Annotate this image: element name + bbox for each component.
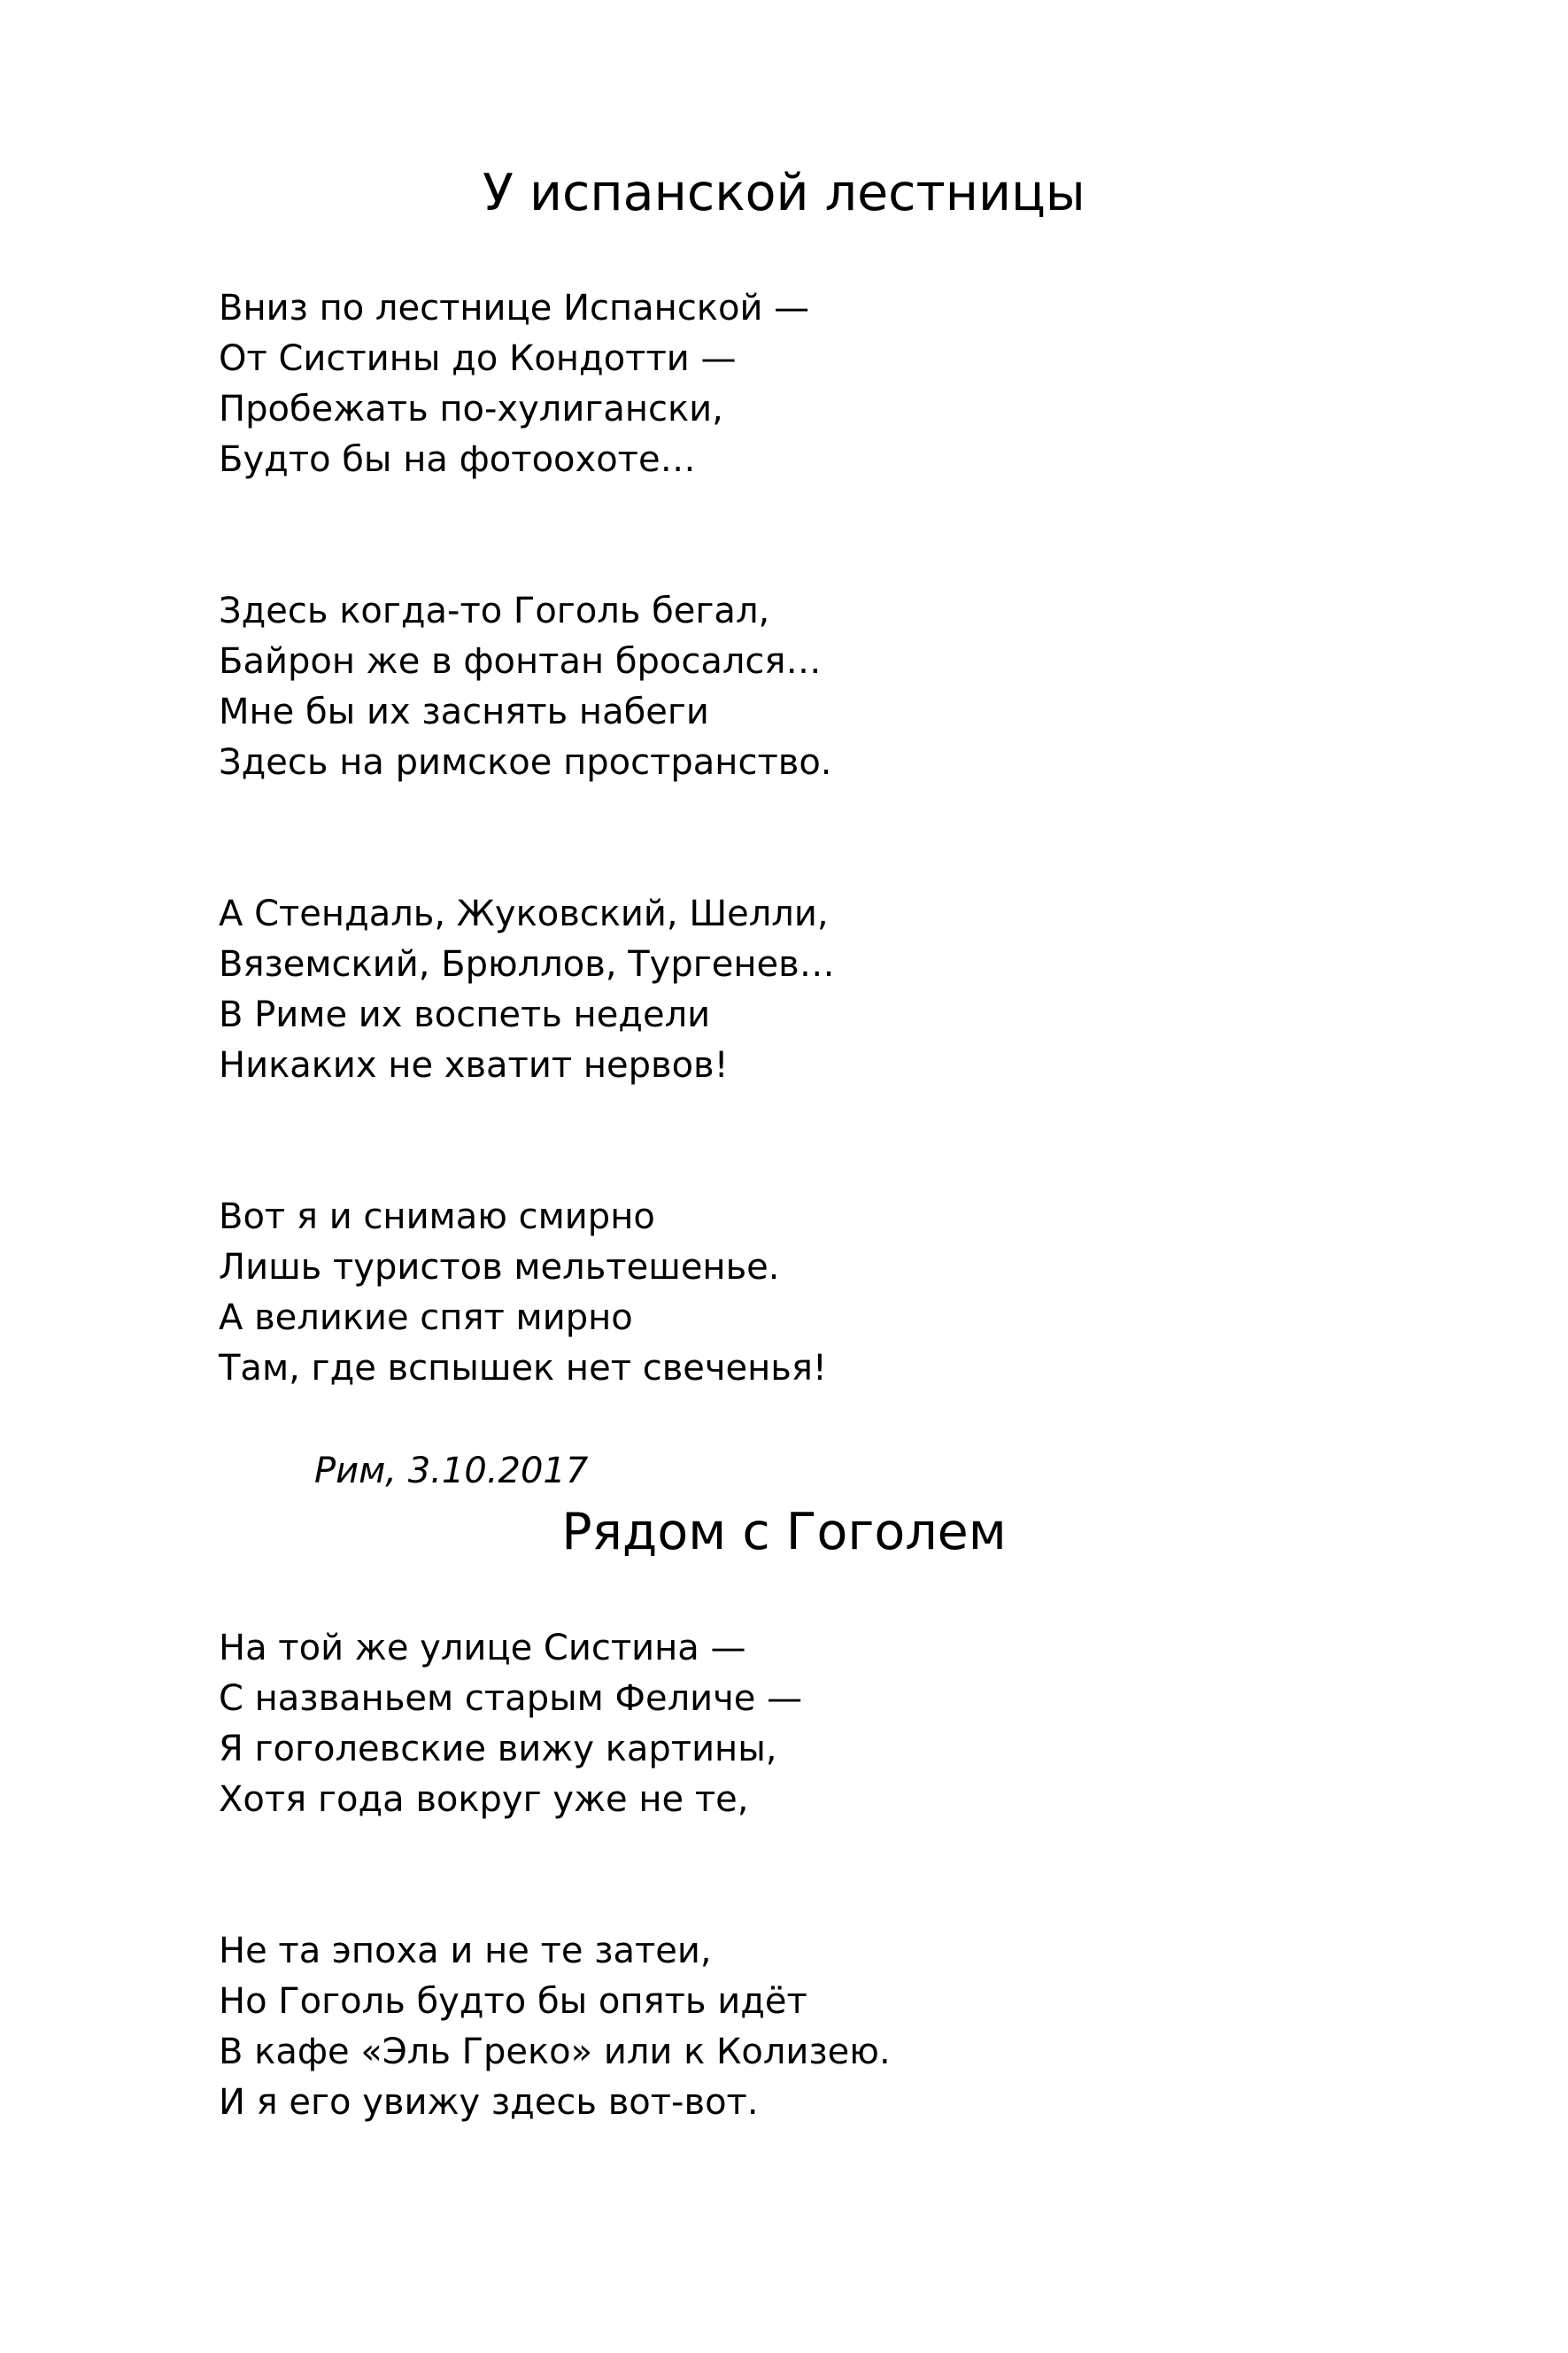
stanza — [219, 1926, 891, 2128]
poem-title: Рядом с Гоголем — [561, 1503, 1007, 1561]
stanza — [219, 889, 835, 1091]
poem-line: Вниз по лестнице Испанской — — [219, 288, 810, 329]
poem-line: А Стендаль, Жуковский, Шелли, — [219, 894, 829, 934]
poem-line: Лишь туристов мельтешенье. — [219, 1247, 780, 1288]
poem-line: И я его увижу здесь вот-вот. — [219, 2082, 759, 2123]
poem-line: Здесь когда-то Гоголь бегал, — [219, 591, 770, 631]
stanza — [219, 1623, 802, 1825]
poem-line: Там, где вспышек нет свеченья! — [219, 1348, 827, 1389]
poem-line: Вяземский, Брюллов, Тургенев… — [219, 944, 835, 985]
poem-line: Я гоголевские вижу картины, — [219, 1729, 777, 1769]
poem-line: Здесь на римское пространство. — [219, 742, 832, 783]
poem-line: Но Гоголь будто бы опять идёт — [219, 1981, 807, 2022]
poem-line: Хотя года вокруг уже не те, — [219, 1779, 749, 1820]
stanza — [219, 586, 832, 788]
poem-line: На той же улице Систина — — [219, 1628, 746, 1668]
poem-line: В кафе «Эль Греко» или к Колизею. — [219, 2032, 891, 2072]
poem-dateline: Рим, 3.10.2017 — [314, 1451, 589, 1491]
stanza — [219, 1192, 827, 1394]
poem-line: В Риме их воспеть недели — [219, 995, 711, 1035]
poem-title: У испанской лестницы — [483, 164, 1085, 222]
poem-line: Не та эпоха и не те затеи, — [219, 1931, 712, 1971]
poem-line: Байрон же в фонтан бросался… — [219, 641, 822, 682]
poem-line: А великие спят мирно — [219, 1297, 633, 1338]
poem-line: С названьем старым Феличе — — [219, 1678, 803, 1719]
stanza — [219, 283, 809, 485]
poem-line: Мне бы их заснять набеги — [219, 692, 709, 732]
poem-line: Вот я и снимаю смирно — [219, 1196, 655, 1237]
poem-line: Пробежать по-хулигански, — [219, 389, 723, 430]
poem-line: Будто бы на фотоохоте… — [219, 439, 696, 480]
poem-line: Никаких не хватит нервов! — [219, 1045, 729, 1086]
poem-line: От Систины до Кондотти — — [219, 338, 737, 379]
